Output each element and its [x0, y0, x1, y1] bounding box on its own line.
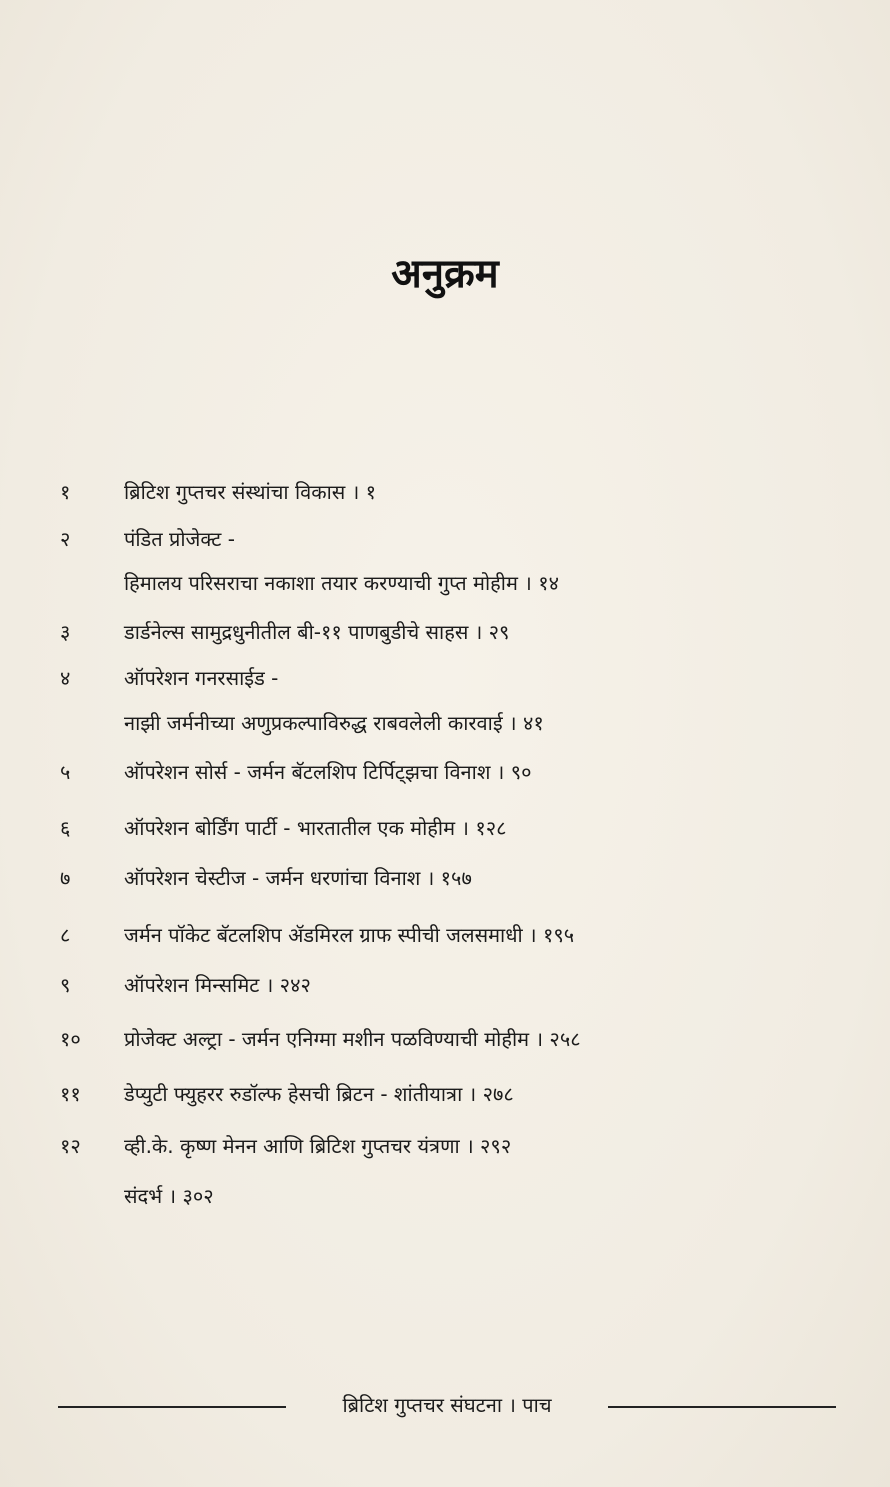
- toc-entry-text: ऑपरेशन बोर्डिंग पार्टी - भारतातील एक मोहीम । १२८: [124, 816, 507, 840]
- toc-entry-number: ७: [60, 866, 71, 890]
- footer-rule-left: [58, 1406, 286, 1408]
- toc-entry-text: ऑपरेशन चेस्टीज - जर्मन धरणांचा विनाश । १५७: [124, 866, 472, 890]
- toc-entry-number: ८: [60, 923, 71, 947]
- toc-entry-text: जर्मन पॉकेट बॅटलशिप ॲडमिरल ग्राफ स्पीची जलसमाधी । १९५: [124, 923, 575, 947]
- toc-entry-text: डार्डनेल्स सामुद्रधुनीतील बी-११ पाणबुडीचे साहस । २९: [124, 620, 510, 644]
- toc-entry-text: ऑपरेशन गनरसाईड -: [124, 666, 279, 690]
- toc-entry-number: ११: [60, 1082, 81, 1106]
- toc-entry-text: संदर्भ । ३०२: [124, 1184, 214, 1208]
- toc-entry-text: डेप्युटी फ्युहरर रुडॉल्फ हेसची ब्रिटन - शांतीयात्रा । २७८: [124, 1082, 514, 1106]
- toc-entry-text: ब्रिटिश गुप्तचर संस्थांचा विकास । १: [124, 480, 377, 504]
- toc-entry-number: १०: [60, 1027, 81, 1051]
- toc-entry-number: ५: [60, 760, 71, 784]
- toc-entry-text: हिमालय परिसराचा नकाशा तयार करण्याची गुप्त मोहीम । १४: [124, 571, 560, 595]
- page-title: अनुक्रम: [391, 251, 499, 297]
- toc-entry-text: नाझी जर्मनीच्या अणुप्रकल्पाविरुद्ध राबवलेली कारवाई । ४१: [124, 711, 544, 735]
- toc-entry-number: १: [60, 480, 71, 504]
- toc-entry-number: ४: [60, 666, 71, 690]
- toc-entry-text: व्ही.के. कृष्ण मेनन आणि ब्रिटिश गुप्तचर यंत्रणा । २९२: [124, 1134, 512, 1158]
- toc-entry-text: ऑपरेशन मिन्समिट । २४२: [124, 973, 311, 997]
- toc-entry-number: १२: [60, 1134, 81, 1158]
- footer-running-title: ब्रिटिश गुप्तचर संघटना । पाच: [342, 1393, 552, 1417]
- toc-entry-number: ६: [60, 816, 71, 840]
- toc-entry-number: ३: [60, 620, 71, 644]
- page-footer: [0, 1388, 890, 1424]
- toc-entry-number: २: [60, 527, 71, 551]
- toc-entry-number: ९: [60, 973, 71, 997]
- toc-entry-text: पंडित प्रोजेक्ट -: [124, 527, 235, 551]
- footer-rule-right: [608, 1406, 836, 1408]
- toc-entry-text: ऑपरेशन सोर्स - जर्मन बॅटलशिप टिर्पिट्झचा विनाश । ९०: [124, 760, 532, 784]
- toc-entry-text: प्रोजेक्ट अल्ट्रा - जर्मन एनिग्मा मशीन पळविण्याची मोहीम । २५८: [124, 1027, 581, 1051]
